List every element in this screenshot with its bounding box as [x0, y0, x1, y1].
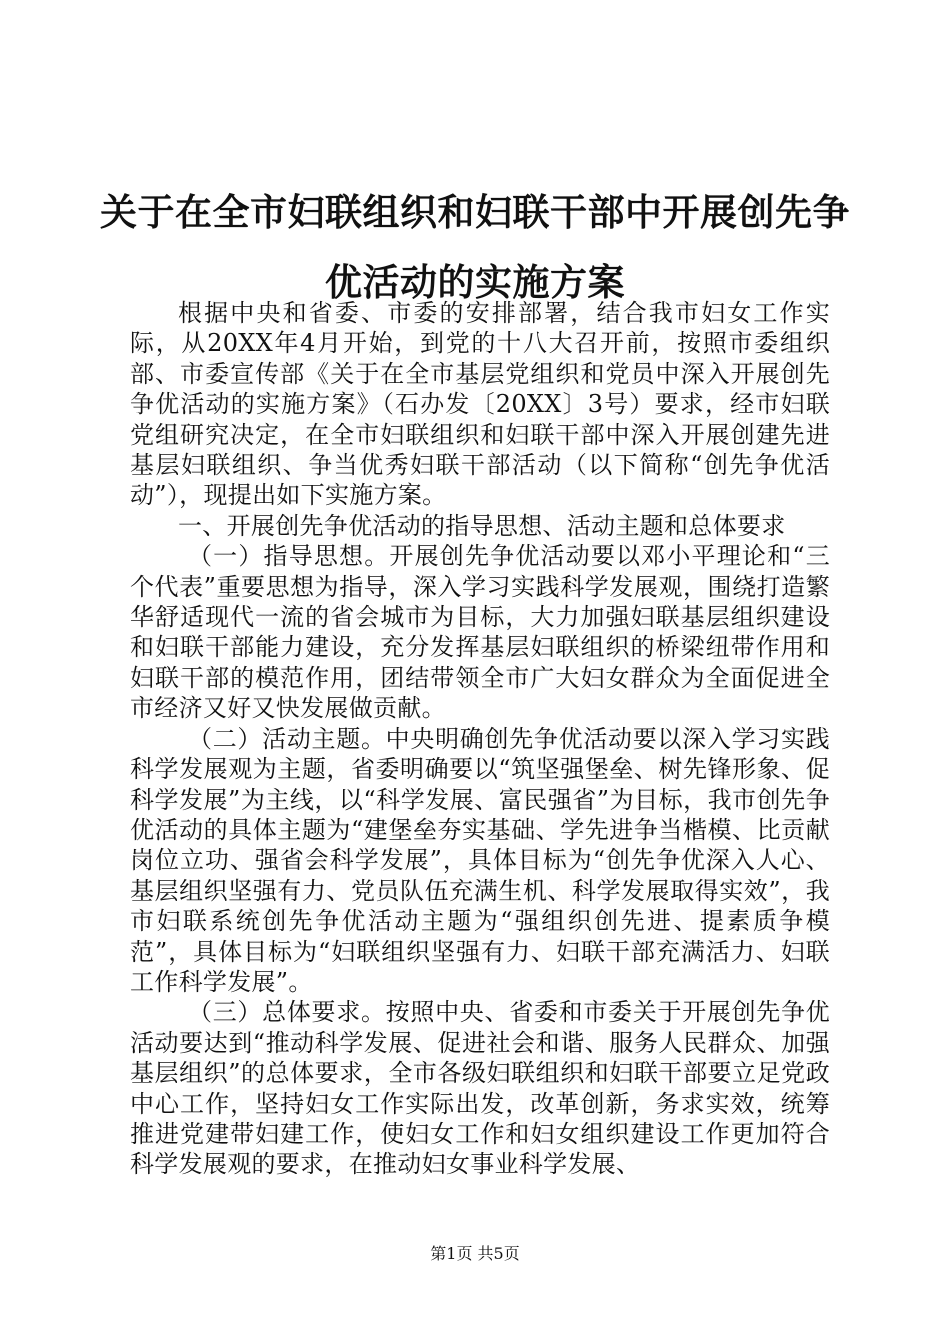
paragraph-activity-theme: （二）活动主题。中央明确创先争优活动要以深入学习实践科学发展观为主题，省委明确要以“筑坚强堡垒、树先锋形象、促科学发展”为主线，以“科学发展、富民强省”为目标，我市创先争优活动的具体主题为“建堡垒夯实基础、学先进争当楷模、比贡献岗位立功、强省会科学发展”，具体目标为“创先争优深入人心、基层组织坚强有力、党员队伍充满生机、科学发展取得实效”，我市妇联系统创先争优活动主题为“强组织创先进、提素质争模范”，具体目标为“妇联组织坚强有力、妇联干部充满活力、妇联工作科学发展”。 [130, 724, 830, 996]
paragraph-guiding-ideology: （一）指导思想。开展创先争优活动要以邓小平理论和“三个代表”重要思想为指导，深入学习实践科学发展观，围绕打造繁华舒适现代一流的省会城市为目标，大力加强妇联基层组织建设和妇联干部能力建设，充分发挥基层妇联组织的桥梁纽带作用和妇联干部的模范作用，团结带领全市广大妇女群众为全面促进全市经济又好又快发展做贡献。 [130, 542, 830, 723]
document-title: 关于在全市妇联组织和妇联干部中开展创先争优活动的实施方案 [100, 191, 850, 304]
paragraph-intro: 根据中央和省委、市委的安排部署，结合我市妇女工作实际，从20XX年4月开始，到党的十八大召开前，按照市委组织部、市委宣传部《关于在全市基层党组织和党员中深入开展创先争优活动的实施方案》（石办发〔20XX〕3号）要求，经市妇联党组研究决定，在全市妇联组织和妇联干部中深入开展创建先进基层妇联组织、争当优秀妇联干部活动（以下简称“创先争优活动”），现提出如下实施方案。 [130, 299, 830, 510]
page-number: 第1页 共5页 [430, 1244, 520, 1263]
paragraph-general-requirements: （三）总体要求。按照中央、省委和市委关于开展创先争优活动要达到“推动科学发展、促进社会和谐、服务人民群众、加强基层组织”的总体要求，全市各级妇联组织和妇联干部要立足党政中心工作，坚持妇女工作实际出发，改革创新，务求实效，统筹推进党建带妇建工作，使妇女工作和妇女组织建设工作更加符合科学发展观的要求，在推动妇女事业科学发展、 [130, 998, 830, 1179]
section-heading-1: 一、开展创先争优活动的指导思想、活动主题和总体要求 [178, 511, 786, 540]
document-body [130, 298, 830, 1180]
